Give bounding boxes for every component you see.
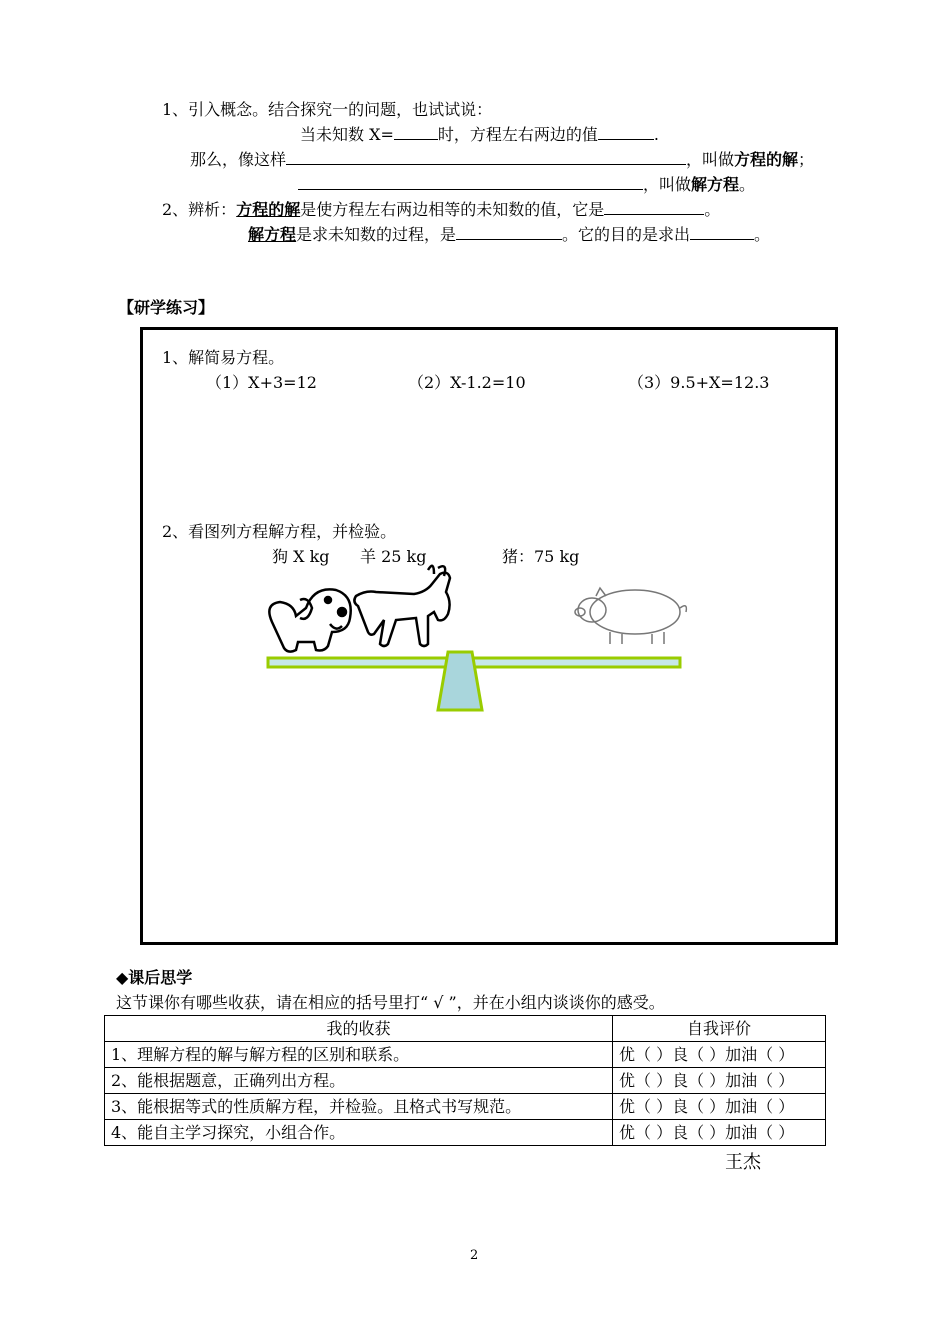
- equation-2: （2）X-1.2=10: [408, 373, 526, 392]
- so-end: ；: [798, 150, 815, 169]
- rating-options[interactable]: 优（ ）良（ ）加油（ ）: [613, 1042, 826, 1068]
- item2-prefix: 2、辨析：: [162, 200, 237, 219]
- called-end: 。: [739, 175, 756, 194]
- table-row: [105, 1094, 826, 1120]
- equation-1: （1）X+3=12: [206, 373, 317, 392]
- item2-mid: 是使方程左右两边相等的未知数的值，它是: [300, 200, 605, 219]
- term-solving: 解方程: [691, 175, 740, 194]
- term-solution-2: 方程的解: [236, 200, 301, 219]
- reflection-heading: ◆课后思学: [116, 968, 193, 987]
- harvest-item: 1、理解方程的解与解方程的区别和联系。: [105, 1042, 613, 1068]
- author-signature: 王杰: [725, 1152, 761, 1173]
- practice-q1: 1、解简易方程。: [162, 348, 285, 367]
- rating-options[interactable]: 优（ ）良（ ）加油（ ）: [613, 1068, 826, 1094]
- seesaw-illustration: [260, 560, 690, 720]
- table-row: [105, 1042, 826, 1068]
- so-prefix: 那么，像这样: [190, 150, 287, 169]
- col-self-eval: 自我评价: [613, 1016, 826, 1042]
- item2b-mid: 是求未知数的过程，是: [296, 225, 457, 244]
- blank-is[interactable]: [456, 225, 562, 240]
- rating-options[interactable]: 优（ ）良（ ）加油（ ）: [613, 1094, 826, 1120]
- dog-icon: [269, 589, 350, 651]
- harvest-item: 4、能自主学习探究，小组合作。: [105, 1120, 613, 1146]
- blank-equal[interactable]: [598, 125, 654, 140]
- blank-called[interactable]: [298, 175, 643, 190]
- rating-options[interactable]: 优（ ）良（ ）加油（ ）: [613, 1120, 826, 1146]
- table-row: [105, 1068, 826, 1094]
- item2-end: 。: [704, 200, 721, 219]
- concept-called-line: [298, 175, 755, 194]
- when-end: .: [653, 125, 659, 144]
- practice-q2: 2、看图列方程解方程，并检验。: [162, 522, 397, 541]
- label-pig: 猪：75 kg: [502, 547, 580, 566]
- item2b-end: 。: [754, 225, 771, 244]
- equation-3: （3）9.5+X=12.3: [628, 373, 770, 392]
- concept-item-2: [162, 200, 720, 219]
- called-text: ，叫做: [643, 175, 692, 194]
- concept-when-line: [300, 125, 659, 144]
- pig-icon: [575, 588, 686, 644]
- concept-so-line: [190, 150, 814, 169]
- term-solving-2: 解方程: [248, 225, 297, 244]
- table-row: [105, 1120, 826, 1146]
- reflection-table: [104, 1015, 826, 1146]
- item2b-mid2: 。它的目的是求出: [562, 225, 691, 244]
- blank-x-value[interactable]: [394, 125, 438, 140]
- blank-find[interactable]: [690, 225, 754, 240]
- table-header-row: [105, 1016, 826, 1042]
- col-harvest: 我的收获: [105, 1016, 613, 1042]
- page-number: 2: [470, 1248, 479, 1263]
- harvest-item: 2、能根据题意，正确列出方程。: [105, 1068, 613, 1094]
- practice-heading: 【研学练习】: [118, 298, 215, 317]
- label-dog: 狗 X kg: [272, 547, 330, 566]
- concept-item-2b: [248, 225, 770, 244]
- blank-it-is[interactable]: [604, 200, 704, 215]
- harvest-item: 3、能根据等式的性质解方程，并检验。且格式书写规范。: [105, 1094, 613, 1120]
- when-prefix: 当未知数 X=: [300, 125, 394, 144]
- blank-so[interactable]: [286, 150, 686, 165]
- term-solution: 方程的解: [734, 150, 799, 169]
- goat-icon: [354, 566, 450, 646]
- concept-item-1: 1、引入概念。结合探究一的问题，也试试说：: [162, 100, 493, 119]
- when-mid: 时，方程左右两边的值: [437, 125, 598, 144]
- so-called: ，叫做: [686, 150, 735, 169]
- reflection-intro: 这节课你有哪些收获，请在相应的括号里打“ √ ”，并在小组内谈谈你的感受。: [116, 993, 665, 1012]
- label-sheep: 羊 25 kg: [360, 547, 427, 566]
